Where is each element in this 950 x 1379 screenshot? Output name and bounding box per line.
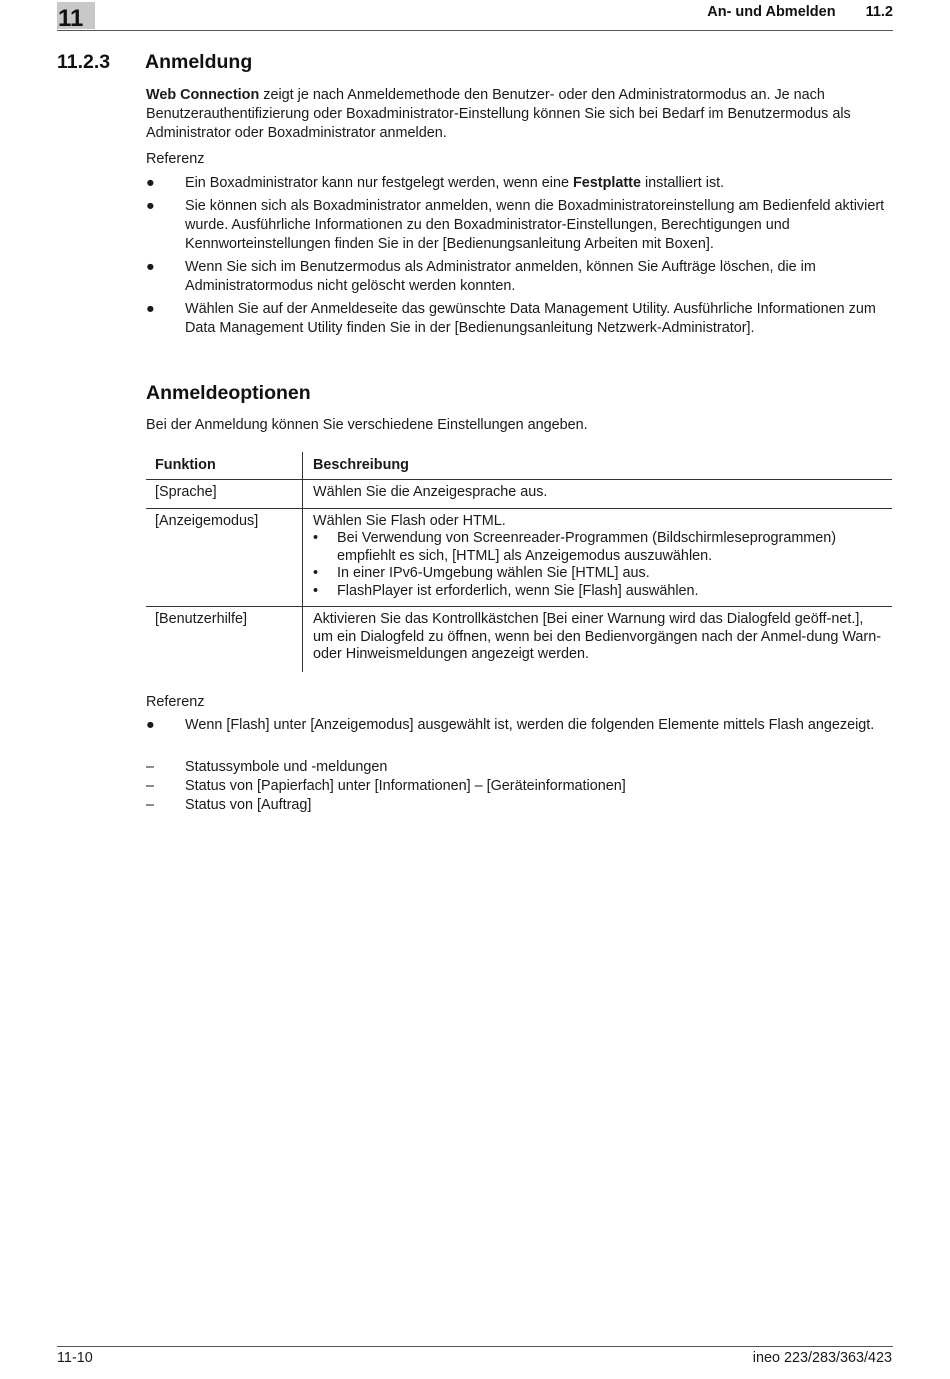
function-cell: [Anzeigemodus] bbox=[146, 508, 303, 607]
function-cell: [Sprache] bbox=[146, 480, 303, 509]
subsection-heading: Anmeldeoptionen bbox=[146, 382, 311, 404]
page-number: 11-10 bbox=[57, 1350, 93, 1366]
table-row bbox=[146, 480, 892, 509]
options-table bbox=[146, 452, 892, 672]
header-section-number: 11.2 bbox=[865, 4, 893, 20]
chapter-number: 11 bbox=[57, 2, 95, 29]
description-cell: Wählen Sie Flash oder HTML. • Bei Verwendung von Screenreader-Programmen (Bildschirmleseprogrammen) empfiehlt es sich, [HTML] als Anzeigemodus auszuwählen. • In einer IPv6-Umgebung wählen Sie [HTML] aus. • FlashPlayer ist erforderlich, wenn Sie [Flash] auswählen. bbox=[303, 508, 893, 607]
reference-sublist bbox=[146, 758, 892, 815]
header-title: An- und Abmelden bbox=[707, 4, 836, 20]
list-item: ● Wenn [Flash] unter [Anzeigemodus] ausgewählt ist, werden die folgenden Elemente mittels Flash angezeigt. bbox=[146, 717, 875, 733]
list-item: • Bei Verwendung von Screenreader-Programmen (Bildschirmleseprogrammen) empfiehlt es sich, [HTML] als Anzeigemodus auszuwählen. bbox=[313, 530, 837, 564]
bullet-icon: ● bbox=[146, 717, 155, 733]
table-row bbox=[146, 508, 892, 607]
product-name: ineo 223/283/363/423 bbox=[752, 1350, 892, 1366]
column-header-function: Funktion bbox=[146, 452, 303, 480]
description-bullets bbox=[313, 530, 882, 600]
list-item: – Statussymbole und -meldungen bbox=[146, 759, 388, 775]
reference-list bbox=[146, 174, 892, 342]
reference-label: Referenz bbox=[146, 694, 205, 710]
description-cell: Wählen Sie die Anzeigesprache aus. bbox=[303, 480, 893, 509]
list-item: – Status von [Auftrag] bbox=[146, 797, 312, 813]
list-item: • FlashPlayer ist erforderlich, wenn Sie [Flash] auswählen. bbox=[313, 582, 699, 599]
list-item: ● Wenn Sie sich im Benutzermodus als Administrator anmelden, können Sie Aufträge löschen, die im Administratormodus nicht gelöscht werden konnten. bbox=[146, 259, 816, 294]
dash-icon: – bbox=[146, 759, 155, 775]
bullet-icon: ● bbox=[146, 198, 155, 214]
bullet-icon: ● bbox=[146, 301, 155, 317]
footer-divider bbox=[57, 1346, 893, 1347]
section-heading bbox=[57, 51, 252, 74]
section-number: 11.2.3 bbox=[57, 51, 111, 73]
bullet-icon: • bbox=[313, 582, 319, 599]
list-item: – Status von [Papierfach] unter [Informationen] – [Geräteinformationen] bbox=[146, 778, 626, 794]
list-item: ● Ein Boxadministrator kann nur festgelegt werden, wenn eine Festplatte installiert ist. bbox=[146, 175, 725, 191]
column-header-description: Beschreibung bbox=[303, 452, 893, 480]
bullet-icon: ● bbox=[146, 259, 155, 275]
intro-bold-term: Web Connection bbox=[146, 87, 260, 103]
bullet-icon: • bbox=[313, 565, 319, 581]
table-header-row bbox=[146, 452, 892, 480]
bullet-icon: • bbox=[313, 530, 319, 546]
list-item: • In einer IPv6-Umgebung wählen Sie [HTML] aus. bbox=[313, 565, 650, 581]
list-item: ● Sie können sich als Boxadministrator anmelden, wenn die Boxadministratoreinstellung am Bedienfeld aktiviert wurde. Ausführliche Informationen zu den Boxadministrator-Einstellungen, Berechtigungen und Kennworteinstellungen finden Sie in der [Bedienungsanleitung Arbeiten mit Boxen]. bbox=[146, 198, 885, 252]
header-title-block bbox=[707, 4, 893, 20]
reference-list bbox=[146, 716, 892, 739]
intro-paragraph bbox=[146, 86, 892, 143]
reference-label: Referenz bbox=[146, 151, 205, 167]
table-row bbox=[146, 607, 892, 672]
options-intro: Bei der Anmeldung können Sie verschiedene Einstellungen angeben. bbox=[146, 417, 588, 433]
list-item: ● Wählen Sie auf der Anmeldeseite das gewünschte Data Management Utility. Ausführliche Informationen zum Data Management Utility finden Sie in der [Bedienungsanleitung Netzwerk-Administrator]. bbox=[146, 301, 876, 336]
section-title: Anmeldung bbox=[145, 51, 253, 73]
page-header bbox=[57, 0, 893, 31]
function-cell: [Benutzerhilfe] bbox=[155, 611, 247, 627]
intro-text: zeigt je nach Anmeldemethode den Benutzer- oder den Administratormodus an. Je nach Benutzerauthentifizierung oder Boxadministrator-Einstellung können Sie sich bei Bedarf im Benutzermodus als Administrator oder Boxadministrator anmelden. bbox=[146, 87, 851, 141]
dash-icon: – bbox=[146, 797, 155, 813]
dash-icon: – bbox=[146, 778, 155, 794]
description-cell: Aktivieren Sie das Kontrollkästchen [Bei einer Warnung wird das Dialogfeld geöff-net.], um ein Dialogfeld zu öffnen, wenn bei den Bedienvorgängen nach der Anmel-dung Warn- oder Hinweismeldungen angezeigt werden. bbox=[303, 607, 893, 672]
bullet-icon: ● bbox=[146, 175, 155, 191]
